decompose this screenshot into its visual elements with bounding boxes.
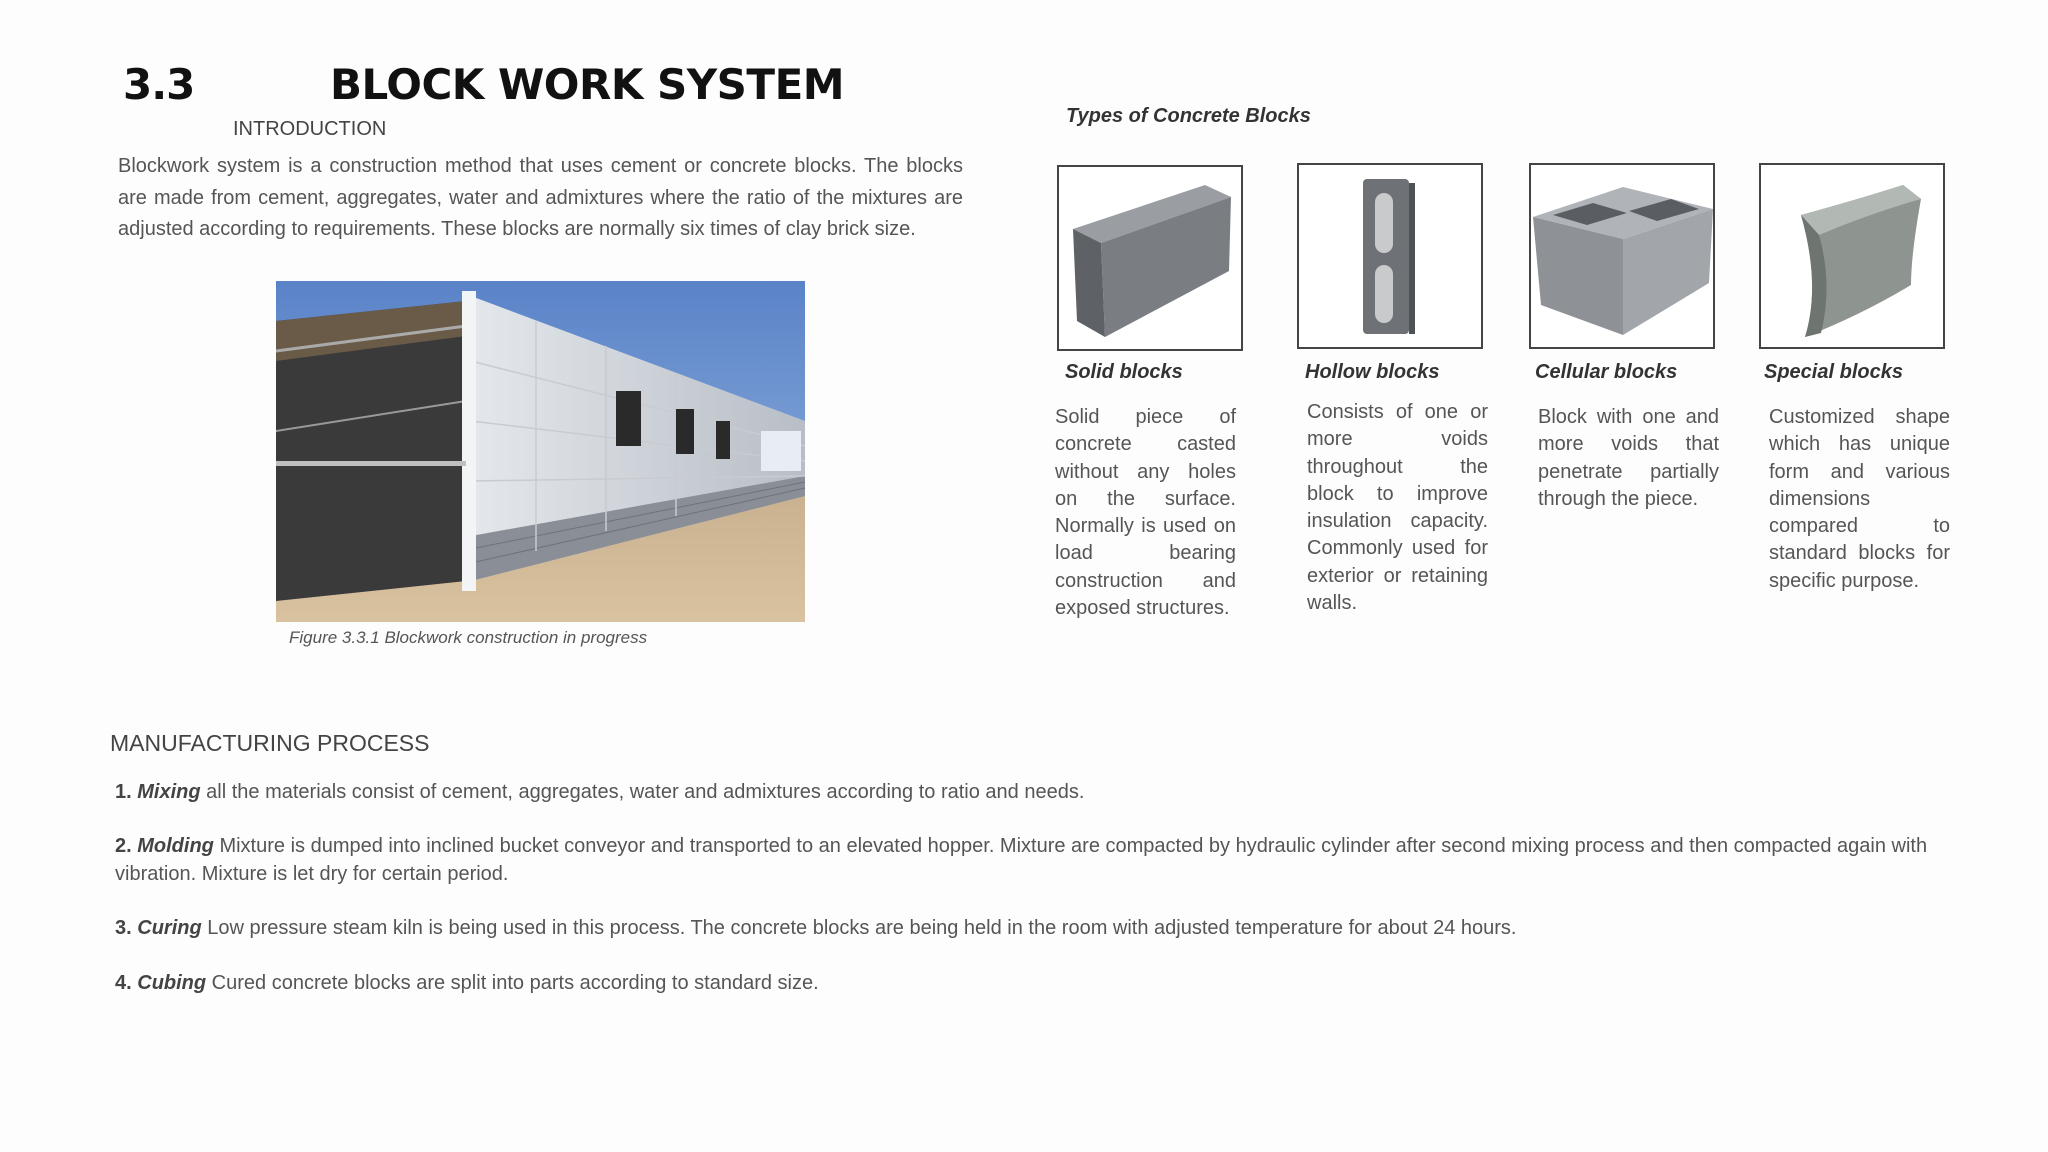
step-text: Mixture is dumped into inclined bucket conveyor and transported to an elevated hopper. Mixture are compacted by hydraulic cylinder after second mixing process and then compacted again with vibration. Mixture is let dry for certain period.	[115, 835, 1928, 885]
figure-caption: Figure 3.3.1 Blockwork construction in progress	[289, 628, 648, 647]
block-desc-hollow: Consists of one or more voids throughout the block to improve insulation capacity. Commonly used for exterior or retaining walls.	[1307, 401, 1488, 615]
introduction-paragraph: Blockwork system is a construction method that uses cement or concrete blocks. The blocks are made from cement, aggregates, water and admixtures where the ratio of the mixtures are adjusted according to requirements. These blocks are normally six times of clay brick size.	[118, 155, 963, 240]
block-desc-solid: Solid piece of concrete casted without any holes on the surface. Normally is used on load bearing construction and exposed structures.	[1055, 406, 1236, 620]
block-desc-cellular: Block with one and more voids that penetrate partially through the piece.	[1538, 406, 1719, 510]
section-number: 3.3	[123, 60, 195, 109]
manufacturing-heading: MANUFACTURING PROCESS	[110, 730, 430, 756]
special-block-image	[1759, 163, 1945, 349]
step-name: Mixing	[137, 781, 201, 803]
step-text: Low pressure steam kiln is being used in this process. The concrete blocks are being held in the room with adjusted temperature for about 24 hours.	[201, 917, 1517, 939]
block-desc-special: Customized shape which has unique form and various dimensions compared to standard blocks for specific purpose.	[1769, 406, 1950, 592]
step-molding	[115, 833, 1950, 888]
step-name: Molding	[137, 835, 214, 857]
step-mixing	[115, 779, 1950, 807]
block-name-hollow: Hollow blocks	[1305, 361, 1440, 383]
introduction-heading: INTRODUCTION	[233, 118, 387, 140]
cellular-block-image	[1529, 163, 1715, 349]
step-name: Cubing	[137, 972, 207, 994]
section-title: BLOCK WORK SYSTEM	[330, 60, 845, 109]
step-number: 2.	[115, 835, 132, 857]
blockwork-construction-photo	[276, 281, 805, 622]
step-cubing	[115, 970, 1950, 998]
types-heading: Types of Concrete Blocks	[1066, 105, 1311, 127]
hollow-block-image	[1297, 163, 1483, 349]
step-curing	[115, 915, 1950, 943]
solid-block-image	[1057, 165, 1243, 351]
block-name-cellular: Cellular blocks	[1535, 361, 1678, 383]
step-text: Cured concrete blocks are split into parts according to standard size.	[206, 972, 819, 994]
step-number: 4.	[115, 972, 132, 994]
step-number: 3.	[115, 917, 132, 939]
block-name-solid: Solid blocks	[1065, 361, 1183, 383]
step-number: 1.	[115, 781, 132, 803]
step-text: all the materials consist of cement, aggregates, water and admixtures according to ratio and needs.	[200, 781, 1085, 803]
step-name: Curing	[137, 917, 202, 939]
block-name-special: Special blocks	[1764, 361, 1903, 383]
